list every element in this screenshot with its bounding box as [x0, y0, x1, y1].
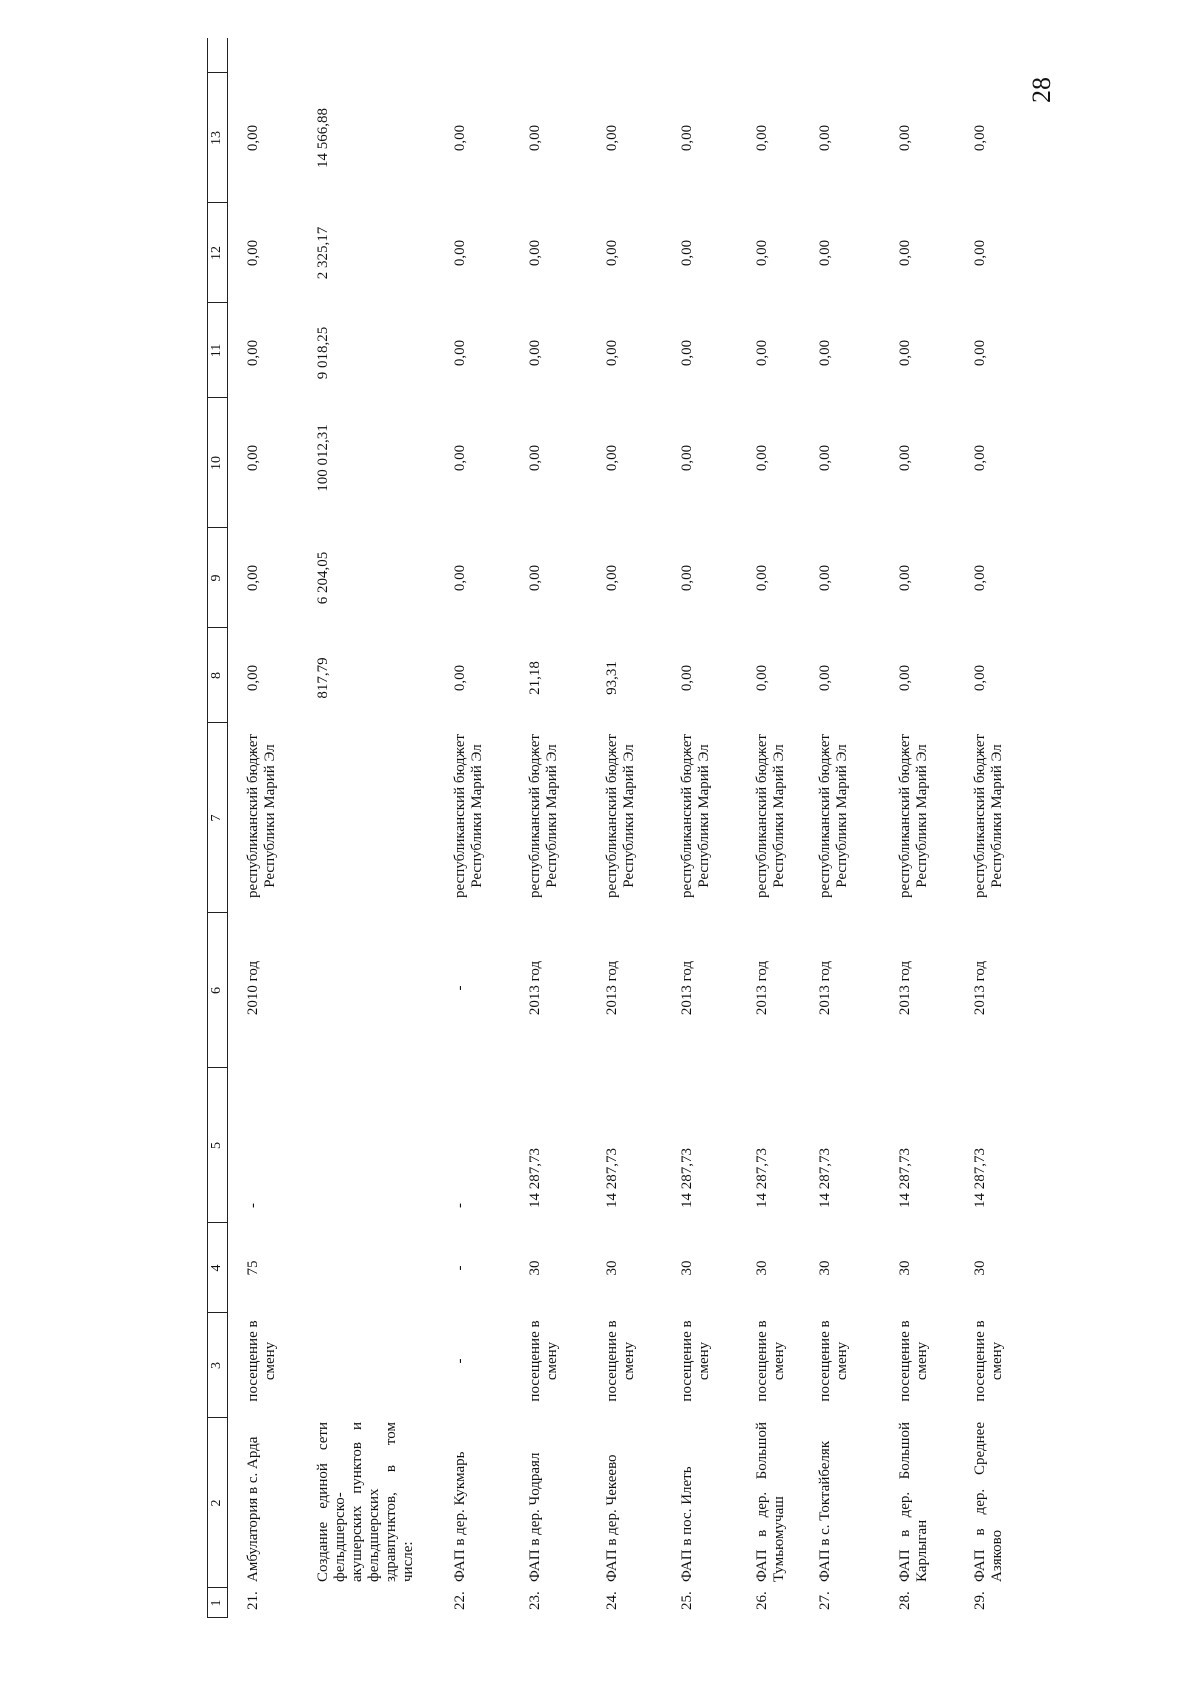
amount-col-10: 0,00 [754, 444, 770, 472]
amount-col-8: 93,31 [604, 661, 620, 695]
amount-col-13: 14 566,88 [315, 108, 331, 168]
year-value: 2010 год [245, 960, 261, 1016]
amount-col-11: 0,00 [817, 339, 833, 367]
amount-col-9: 0,00 [754, 564, 770, 592]
amount-col-11: 0,00 [527, 339, 543, 367]
amount-col-12: 0,00 [754, 239, 770, 267]
amount-col-13: 0,00 [754, 124, 770, 152]
amount-col-9: 0,00 [897, 564, 913, 592]
cost-value: 14 287,73 [897, 1148, 913, 1208]
year-value: 2013 год [817, 960, 833, 1016]
object-name: ФАП в дер. Большой Карлыган [897, 1422, 930, 1582]
year-value: - [452, 985, 468, 991]
cost-value: - [245, 1203, 261, 1208]
amount-col-11: 0,00 [679, 339, 695, 367]
amount-col-10: 0,00 [452, 444, 468, 472]
capacity-unit: - [452, 1358, 468, 1364]
amount-col-8: 0,00 [754, 664, 770, 692]
row-number: 22. [452, 1591, 468, 1610]
capacity-unit: посещение в смену [245, 1320, 278, 1402]
object-name: ФАП в дер. Среднее Азяково [972, 1422, 1005, 1582]
header-col-13: 13 [209, 131, 224, 145]
cost-value: - [452, 1203, 468, 1208]
amount-col-12: 0,00 [527, 239, 543, 267]
amount-col-11: 0,00 [897, 339, 913, 367]
header-col-9: 9 [209, 574, 224, 582]
amount-col-13: 0,00 [604, 124, 620, 152]
rotated-table [207, 38, 1200, 1618]
object-name: ФАП в дер. Большой Тумьюмучаш [754, 1422, 787, 1582]
amount-col-10: 0,00 [679, 444, 695, 472]
amount-col-10: 0,00 [527, 444, 543, 472]
amount-col-8: 817,79 [315, 657, 331, 699]
funding-source: республиканский бюджет Республики Марий Эл [972, 734, 1005, 898]
row-number: 28. [897, 1591, 913, 1610]
object-name: Амбулатория в с. Арда [245, 1436, 261, 1582]
funding-source: республиканский бюджет Республики Марий Эл [604, 734, 637, 898]
capacity-value: 75 [245, 1260, 261, 1276]
funding-source: республиканский бюджет Республики Марий Эл [817, 734, 850, 898]
amount-col-12: 0,00 [679, 239, 695, 267]
amount-col-10: 0,00 [245, 444, 261, 472]
funding-source: республиканский бюджет Республики Марий Эл [245, 734, 278, 898]
object-name: Создание единой сети фельдшерско-акушерских пунктов и фельдшерских здравпунктов, в том числе: [315, 1422, 416, 1582]
amount-col-8: 0,00 [452, 664, 468, 692]
amount-col-11: 0,00 [245, 339, 261, 367]
amount-col-9: 0,00 [527, 564, 543, 592]
amount-col-10: 0,00 [604, 444, 620, 472]
header-bottom-rule [227, 38, 228, 1618]
cost-value: 14 287,73 [817, 1148, 833, 1208]
amount-col-8: 0,00 [817, 664, 833, 692]
year-value: 2013 год [972, 960, 988, 1016]
funding-source: республиканский бюджет Республики Марий Эл [452, 734, 485, 898]
capacity-value: 30 [972, 1260, 988, 1276]
row-number: 24. [604, 1591, 620, 1610]
row-number: 26. [754, 1591, 770, 1610]
capacity-unit: посещение в смену [754, 1320, 787, 1402]
amount-col-12: 0,00 [972, 239, 988, 267]
header-col-8: 8 [209, 672, 224, 679]
year-value: 2013 год [754, 960, 770, 1016]
capacity-value: 30 [527, 1260, 543, 1276]
cost-value: 14 287,73 [754, 1148, 770, 1208]
amount-col-8: 0,00 [245, 664, 261, 692]
funding-source: республиканский бюджет Республики Марий Эл [679, 734, 712, 898]
year-value: 2013 год [679, 960, 695, 1016]
header-col-12: 12 [209, 246, 224, 260]
capacity-unit: посещение в смену [679, 1320, 712, 1402]
amount-col-9: 0,00 [972, 564, 988, 592]
amount-col-8: 0,00 [679, 664, 695, 692]
header-col-10: 10 [209, 456, 224, 470]
cost-value: 14 287,73 [604, 1148, 620, 1208]
amount-col-11: 0,00 [972, 339, 988, 367]
amount-col-11: 0,00 [604, 339, 620, 367]
amount-col-10: 0,00 [817, 444, 833, 472]
amount-col-13: 0,00 [245, 124, 261, 152]
row-number: 25. [679, 1591, 695, 1610]
amount-col-8: 21,18 [527, 661, 543, 695]
capacity-value: 30 [679, 1260, 695, 1276]
capacity-value: 30 [817, 1260, 833, 1276]
amount-col-13: 0,00 [972, 124, 988, 152]
funding-source: республиканский бюджет Республики Марий Эл [527, 734, 560, 898]
object-name: ФАП в дер. Чекеево [604, 1454, 620, 1582]
amount-col-13: 0,00 [452, 124, 468, 152]
row-number: 27. [817, 1591, 833, 1610]
header-col-7: 7 [209, 814, 224, 822]
amount-col-12: 0,00 [245, 239, 261, 267]
row-number: 21. [245, 1591, 261, 1610]
year-value: 2013 год [604, 960, 620, 1016]
amount-col-12: 2 325,17 [315, 226, 331, 280]
year-value: 2013 год [897, 960, 913, 1016]
amount-col-11: 9 018,25 [315, 326, 331, 380]
amount-col-13: 0,00 [817, 124, 833, 152]
amount-col-8: 0,00 [972, 664, 988, 692]
header-col-11: 11 [209, 343, 224, 358]
amount-col-13: 0,00 [679, 124, 695, 152]
funding-source: республиканский бюджет Республики Марий Эл [897, 734, 930, 898]
header-col-5: 5 [209, 1142, 224, 1149]
capacity-value: 30 [604, 1260, 620, 1276]
row-number: 23. [527, 1591, 543, 1610]
capacity-value: 30 [754, 1260, 770, 1276]
amount-col-10: 0,00 [897, 444, 913, 472]
capacity-unit: посещение в смену [817, 1320, 850, 1402]
capacity-unit: посещение в смену [527, 1320, 560, 1402]
amount-col-9: 0,00 [817, 564, 833, 592]
capacity-unit: посещение в смену [604, 1320, 637, 1402]
object-name: ФАП в дер. Чодраял [527, 1452, 543, 1582]
amount-col-8: 0,00 [897, 664, 913, 692]
amount-col-10: 100 012,31 [315, 424, 331, 492]
row-number: 29. [972, 1591, 988, 1610]
header-col-1: 1 [209, 1599, 224, 1607]
header-col-4: 4 [209, 1264, 224, 1272]
cost-value: 14 287,73 [679, 1148, 695, 1208]
object-name: ФАП в с. Токтайбеляк [817, 1440, 833, 1582]
capacity-value: - [452, 1265, 468, 1271]
page-number: 28 [1027, 77, 1056, 103]
funding-source: республиканский бюджет Республики Марий Эл [754, 734, 787, 898]
amount-col-9: 0,00 [452, 564, 468, 592]
amount-col-13: 0,00 [897, 124, 913, 152]
amount-col-12: 0,00 [817, 239, 833, 267]
amount-col-12: 0,00 [452, 239, 468, 267]
cost-value: 14 287,73 [972, 1148, 988, 1208]
amount-col-9: 0,00 [604, 564, 620, 592]
capacity-unit: посещение в смену [897, 1320, 930, 1402]
amount-col-11: 0,00 [754, 339, 770, 367]
header-col-6: 6 [209, 987, 224, 994]
amount-col-10: 0,00 [972, 444, 988, 472]
amount-col-9: 6 204,05 [315, 551, 331, 605]
year-value: 2013 год [527, 960, 543, 1016]
amount-col-13: 0,00 [527, 124, 543, 152]
object-name: ФАП в пос. Илеть [679, 1466, 695, 1582]
amount-col-9: 0,00 [679, 564, 695, 592]
amount-col-12: 0,00 [604, 239, 620, 267]
header-col-2: 2 [209, 1499, 224, 1507]
capacity-unit: посещение в смену [972, 1320, 1005, 1402]
header-col-3: 3 [209, 1362, 224, 1369]
object-name: ФАП в дер. Кукмарь [452, 1451, 468, 1582]
amount-col-9: 0,00 [245, 564, 261, 592]
amount-col-11: 0,00 [452, 339, 468, 367]
cost-value: 14 287,73 [527, 1148, 543, 1208]
capacity-value: 30 [897, 1260, 913, 1276]
amount-col-12: 0,00 [897, 239, 913, 267]
